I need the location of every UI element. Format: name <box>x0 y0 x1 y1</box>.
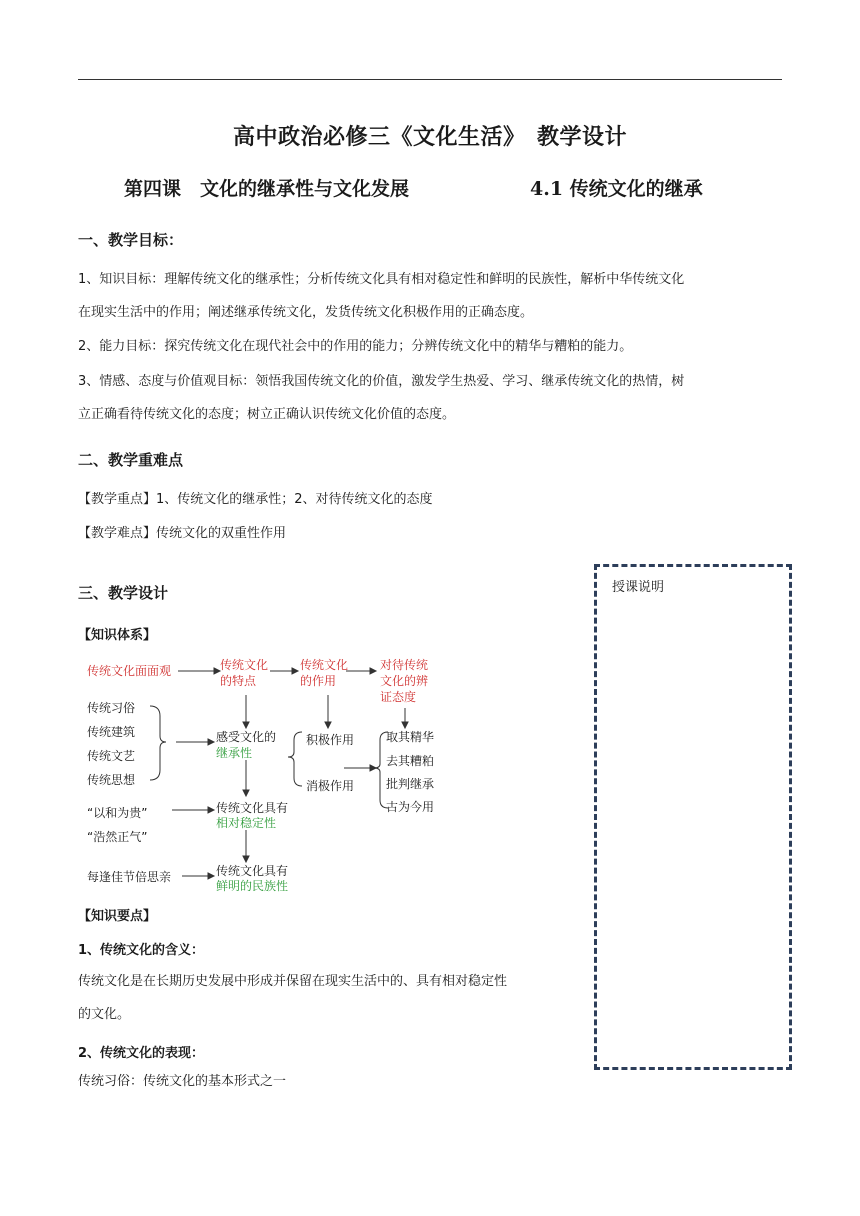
diagram-node-harmony: “以和为贵” <box>87 806 148 820</box>
meaning-text-line2: 的文化。 <box>78 1007 131 1022</box>
diagram-node-essence: 取其精华 <box>386 730 435 744</box>
diagram-node-festival: 每逢佳节倍思亲 <box>87 870 172 884</box>
teaching-difficulty-label: 【教学难点】 <box>78 526 157 541</box>
diagram-node-stable-1: 传统文化具有 <box>216 801 289 815</box>
meaning-text-line1: 传统文化是在长期历史发展中形成并保留在现实生活中的、具有相对稳定性 <box>78 974 508 989</box>
diagram-node-role-1: 传统文化 <box>300 658 349 672</box>
diagram-node-feel-1: 感受文化的 <box>216 730 277 744</box>
lesson-title: 第四课 文化的继承性与文化发展 <box>124 178 410 200</box>
teaching-difficulty-text: 传统文化的双重性作用 <box>156 526 287 541</box>
objective-attitude-line1: 3、情感、态度与价值观目标：领悟我国传统文化的价值，激发学生热爱、学习、继承传统文化的热情，树 <box>78 374 685 389</box>
document-title: 高中政治必修三《文化生活》 教学设计 <box>232 125 627 150</box>
diagram-node-critical: 批判继承 <box>386 777 435 791</box>
objective-knowledge-line1: 1、知识目标：理解传统文化的继承性；分析传统文化具有相对稳定性和鲜明的民族性，解析中华传统文化 <box>78 272 685 287</box>
diagram-node-arts: 传统文艺 <box>87 749 136 763</box>
manifestation-heading: 2、传统文化的表现： <box>78 1046 205 1061</box>
section-title: 4.1 传统文化的继承 <box>530 178 703 200</box>
diagram-node-face: 传统文化面面观 <box>87 664 172 678</box>
diagram-node-attitude-3: 证态度 <box>380 690 417 704</box>
diagram-node-stable-2: 相对稳定性 <box>216 816 277 830</box>
diagram-node-positive: 积极作用 <box>306 733 355 747</box>
diagram-node-feel-2: 继承性 <box>216 746 253 760</box>
diagram-node-national-1: 传统文化具有 <box>216 864 289 878</box>
teaching-notes-label: 授课说明 <box>612 580 665 595</box>
meaning-heading: 1、传统文化的含义： <box>78 943 205 958</box>
diagram-node-national-2: 鲜明的民族性 <box>216 879 289 893</box>
manifestation-text: 传统习俗：传统文化的基本形式之一 <box>78 1074 287 1089</box>
objective-knowledge-line2: 在现实生活中的作用；阐述继承传统文化，发货传统文化积极作用的正确态度。 <box>78 305 534 320</box>
knowledge-points-label: 【知识要点】 <box>78 909 157 924</box>
diagram-node-role-2: 的作用 <box>300 674 337 688</box>
design-heading: 三、教学设计 <box>78 584 169 602</box>
objective-ability: 2、能力目标：探究传统文化在现代社会中的作用的能力；分辨传统文化中的精华与糟粕的能力。 <box>78 339 633 354</box>
objectives-heading: 一、教学目标： <box>78 231 184 249</box>
knowledge-system-label: 【知识体系】 <box>78 628 157 643</box>
diagram-node-attitude-1: 对待传统 <box>380 658 429 672</box>
diagram-node-customs: 传统习俗 <box>87 701 136 715</box>
objective-attitude-line2: 立正确看待传统文化的态度；树立正确认识传统文化价值的态度。 <box>78 407 456 422</box>
diagram-node-features-2: 的特点 <box>220 674 257 688</box>
diagram-node-thought: 传统思想 <box>87 773 136 787</box>
diagram-node-dross: 去其糟粕 <box>386 754 435 768</box>
diagram-node-haoran: “浩然正气” <box>87 830 148 844</box>
key-points-heading: 二、教学重难点 <box>78 451 184 469</box>
diagram-node-architecture: 传统建筑 <box>87 725 136 739</box>
diagram-node-features-1: 传统文化 <box>220 658 269 672</box>
diagram-node-negative: 消极作用 <box>306 779 355 793</box>
diagram-node-attitude-2: 文化的辨 <box>380 674 429 688</box>
teaching-key-text: 1、传统文化的继承性；2、对待传统文化的态度 <box>156 492 433 507</box>
teaching-key-label: 【教学重点】 <box>78 492 157 507</box>
diagram-node-ancient: 古为今用 <box>386 800 435 814</box>
